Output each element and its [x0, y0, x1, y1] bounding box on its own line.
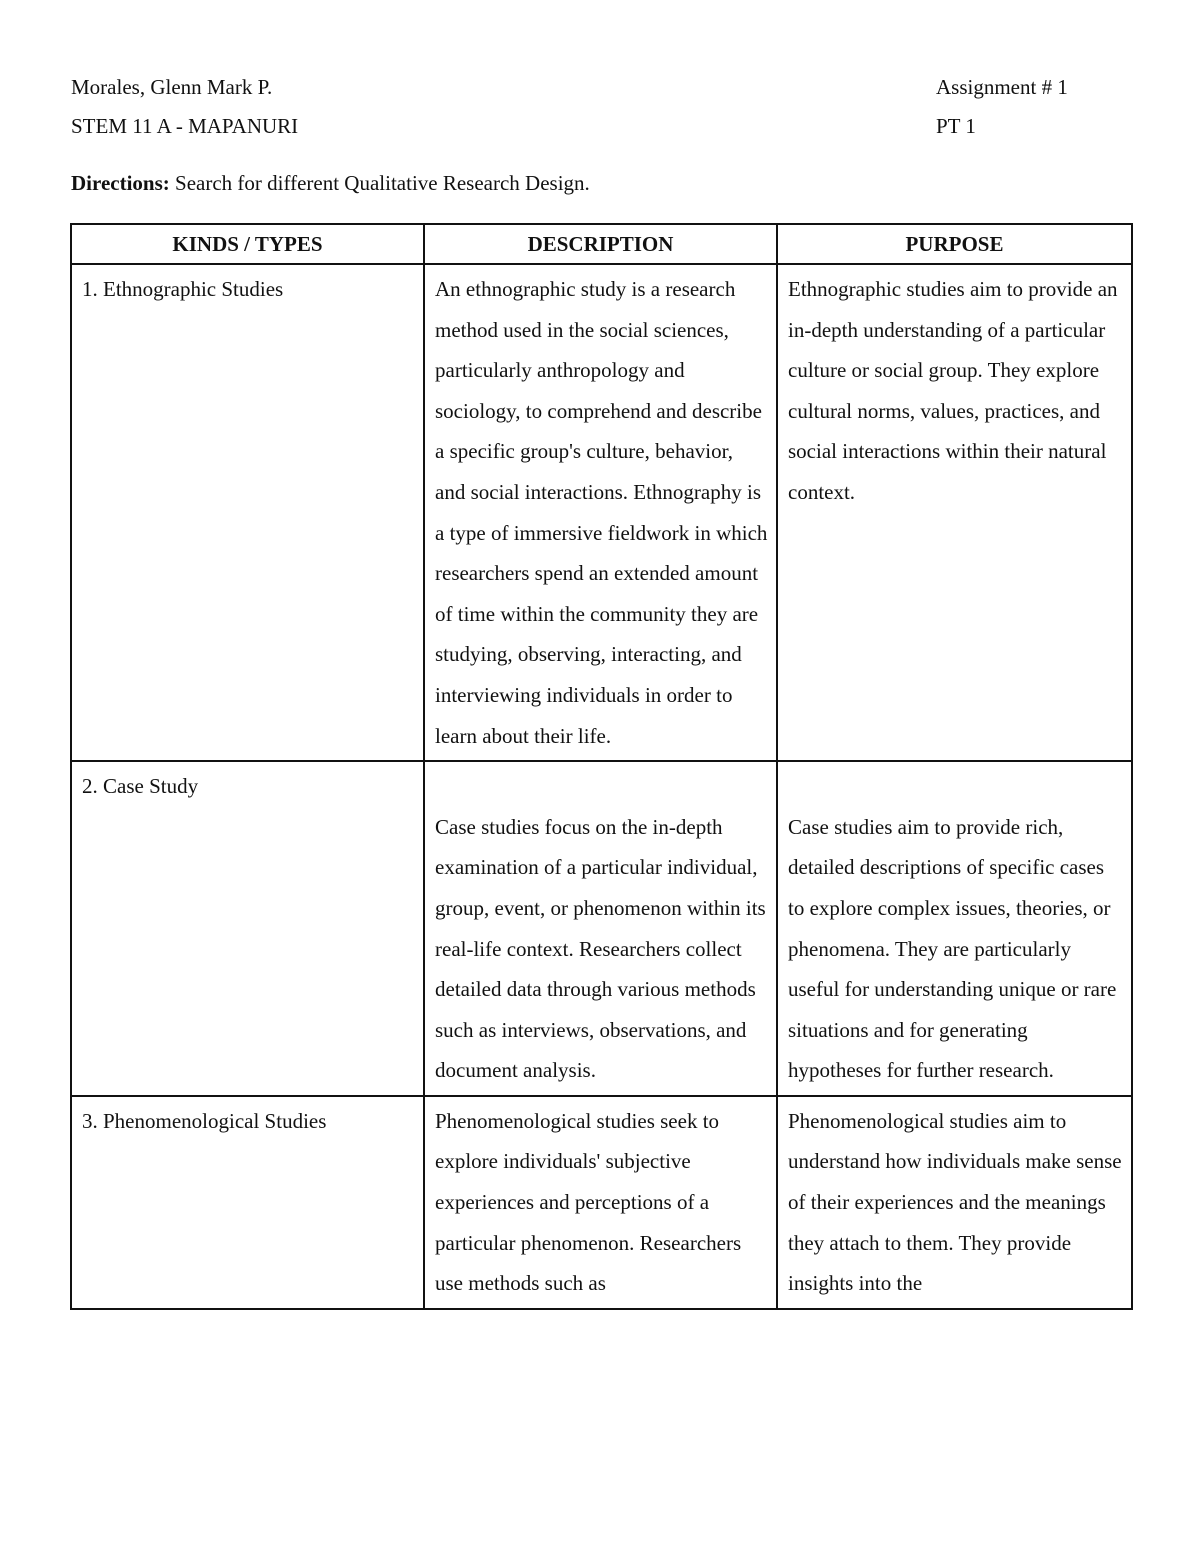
- table-header-row: [71, 224, 1132, 264]
- directions-label: Directions:: [71, 171, 170, 195]
- directions: [71, 171, 590, 195]
- header-kinds-types: KINDS / TYPES: [71, 224, 424, 264]
- student-section: STEM 11 A - MAPANURI: [71, 114, 299, 138]
- description-cell: Phenomenological studies seek to explore individuals' subjective experiences and perceptions of a particular phenomenon. Researchers use methods such as: [424, 1096, 777, 1309]
- header-description: DESCRIPTION: [424, 224, 777, 264]
- kind-cell: 2. Case Study: [71, 761, 424, 1096]
- table-row: [71, 761, 1132, 1096]
- table-row: [71, 264, 1132, 761]
- description-text: Case studies focus on the in-depth examination of a particular individual, group, event, or phenomenon within its real-life context. Researchers collect detailed data through various methods such as interviews, observations, and document analysis.: [435, 814, 766, 1083]
- purpose-cell: [777, 761, 1132, 1096]
- table-row: [71, 1096, 1132, 1309]
- header-row-2: [71, 114, 1081, 138]
- header-row-1: [71, 75, 1081, 99]
- performance-task: PT 1: [936, 114, 976, 138]
- purpose-text: Case studies aim to provide rich, detailed descriptions of specific cases to explore complex issues, theories, or phenomena. They are particularly useful for understanding unique or rare situations and for generating hypotheses for further research.: [788, 814, 1117, 1083]
- directions-text: Search for different Qualitative Research Design.: [169, 171, 590, 195]
- student-name: Morales, Glenn Mark P.: [71, 75, 273, 99]
- purpose-cell: Ethnographic studies aim to provide an in-depth understanding of a particular culture or social group. They explore cultural norms, values, practices, and social interactions within their natural context.: [777, 264, 1132, 761]
- kind-cell: 3. Phenomenological Studies: [71, 1096, 424, 1309]
- purpose-cell: Phenomenological studies aim to understand how individuals make sense of their experiences and the meanings they attach to them. They provide insights into the: [777, 1096, 1132, 1309]
- description-cell: [424, 761, 777, 1096]
- research-design-table: [70, 223, 1133, 1310]
- kind-cell: 1. Ethnographic Studies: [71, 264, 424, 761]
- header-purpose: PURPOSE: [777, 224, 1132, 264]
- assignment-number: Assignment # 1: [936, 75, 1068, 99]
- description-cell: An ethnographic study is a research method used in the social sciences, particularly anthropology and sociology, to comprehend and describe a specific group's culture, behavior, and social interactions. Ethnography is a type of immersive fieldwork in which researchers spend an extended amount of time within the community they are studying, observing, interacting, and interviewing individuals in order to learn about their life.: [424, 264, 777, 761]
